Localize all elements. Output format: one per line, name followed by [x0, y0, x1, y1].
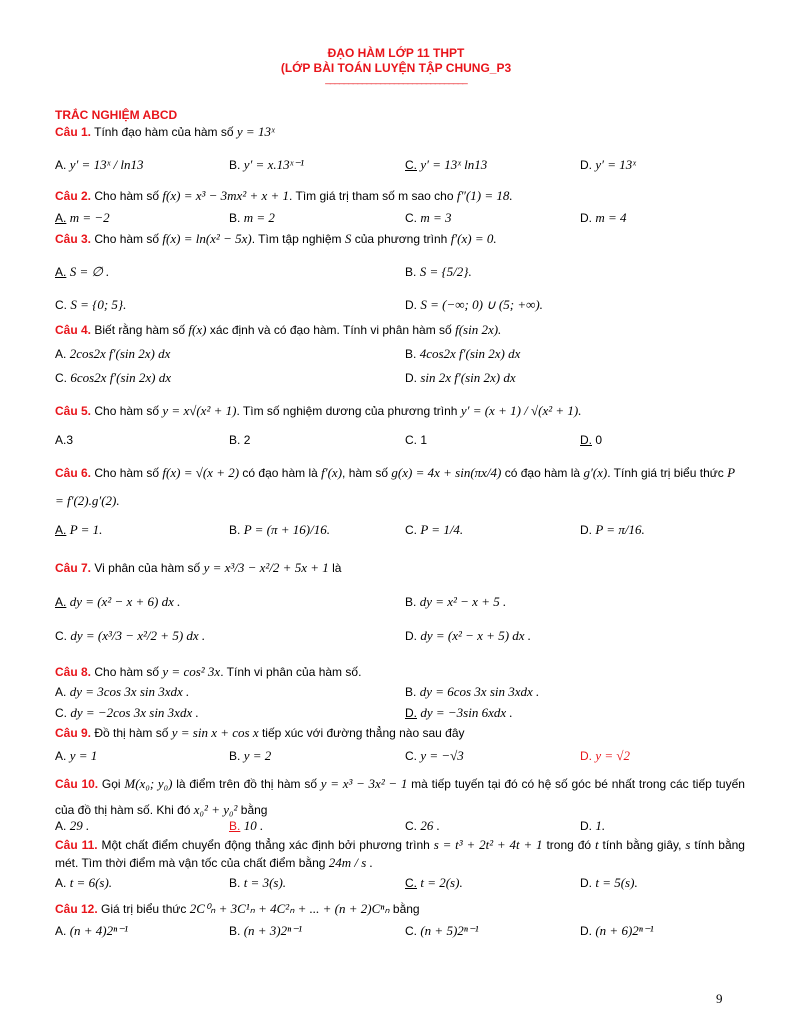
option-d: D. y = √2	[580, 748, 631, 763]
option-d: D. dy = −3sin 6xdx .	[405, 705, 513, 720]
option-a: A. 2cos2x f′(sin 2x) dx	[55, 346, 171, 361]
question-7: Câu 7. Vi phân của hàm số y = x³/3 − x²/2 + 5x + 1 là	[55, 560, 342, 575]
doc-subtitle: (LỚP BÀI TOÁN LUYỆN TẬP CHUNG_P3	[280, 61, 512, 75]
option-d: D. S = (−∞; 0) ∪ (5; +∞).	[405, 297, 543, 312]
option-b: B. 10 .	[229, 818, 264, 833]
question-2: Câu 2. Cho hàm số f(x) = x³ − 3mx² + x + 1. Tìm giá trị tham số m sao cho f″(1) = 18.	[55, 188, 513, 203]
option-c: C. 26 .	[405, 818, 440, 833]
option-a: A. t = 6(s).	[55, 875, 113, 890]
option-d: D. m = 4	[580, 210, 627, 225]
option-c: C. m = 3	[405, 210, 452, 225]
option-c: C. dy = (x³/3 − x²/2 + 5) dx .	[55, 628, 206, 643]
question-8: Câu 8. Cho hàm số y = cos² 3x. Tính vi phân của hàm số.	[55, 664, 362, 679]
option-a: A. (n + 4)2ⁿ⁻¹	[55, 923, 128, 938]
option-a: A.3	[55, 433, 74, 447]
option-b: B. t = 3(s).	[229, 875, 287, 890]
question-6: Câu 6. Cho hàm số f(x) = √(x + 2) có đạo hàm là f′(x), hàm số g(x) = 4x + sin(πx/4) có đạo hàm là g′(x). Tính giá trị biểu thức P = f′(2).g′(2).	[55, 465, 735, 508]
question-11: Câu 11. Một chất điểm chuyển động thẳng xác định bởi phương trình s = t³ + 2t² + 4t + 1 trong đó t tính bằng giây, s tính bằng mét. Tìm thời điểm mà vận tốc của chất điểm bằng 24m / s .	[55, 837, 745, 870]
option-c: C. 1	[405, 433, 428, 447]
option-b: B. y = 2	[229, 748, 272, 763]
option-b: B. dy = x² − x + 5 .	[405, 594, 507, 609]
option-b: B. P = (π + 16)/16.	[229, 522, 330, 537]
option-a: A. dy = (x² − x + 6) dx .	[55, 594, 181, 609]
option-a: A. dy = 3cos 3x sin 3xdx .	[55, 684, 190, 699]
option-a: A. 29 .	[55, 818, 90, 833]
question-9: Câu 9. Đồ thị hàm số y = sin x + cos x tiếp xúc với đường thẳng nào sau đây	[55, 725, 465, 740]
option-b: B. S = {5/2}.	[405, 264, 472, 279]
option-d: D. y′ = 13ˣ	[580, 157, 636, 172]
option-c: C. y = −√3	[405, 748, 464, 763]
page-number: 9	[716, 991, 723, 1006]
doc-title: ĐẠO HÀM LỚP 11 THPT	[327, 46, 465, 60]
option-d: D. 0	[580, 433, 603, 447]
option-b: B. dy = 6cos 3x sin 3xdx .	[405, 684, 540, 699]
section-heading: TRẮC NGHIỆM ABCD	[55, 108, 178, 122]
option-c: C. 6cos2x f′(sin 2x) dx	[55, 370, 172, 385]
option-b: B. (n + 3)2ⁿ⁻¹	[229, 923, 302, 938]
option-a: A. y = 1	[55, 748, 98, 763]
question-math: y = 13ˣ	[236, 124, 275, 139]
option-c: C. P = 1/4.	[405, 522, 464, 537]
question-label: Câu 1.	[55, 125, 92, 139]
option-b: B. m = 2	[229, 210, 275, 225]
question-12: Câu 12. Giá trị biểu thức 2C⁰ₙ + 3C¹ₙ + 4C²ₙ + ... + (n + 2)Cⁿₙ bằng	[55, 901, 420, 916]
option-c: C. t = 2(s).	[405, 875, 463, 890]
option-b: B. 2	[229, 433, 251, 447]
question-3: Câu 3. Cho hàm số f(x) = ln(x² − 5x). Tìm tập nghiệm S của phương trình f′(x) = 0.	[55, 231, 497, 246]
question-4: Câu 4. Biết rằng hàm số f(x) xác định và có đạo hàm. Tính vi phân hàm số f(sin 2x).	[55, 322, 502, 337]
question-10: Câu 10. Gọi M(x₀; y₀) là điểm trên đồ thị hàm số y = x³ − 3x² − 1 mà tiếp tuyến tại đó có hệ số góc bé nhất trong các tiếp tuyến của đồ thị hàm số. Khi đó x₀² + y₀² bằng	[55, 776, 745, 817]
option-b: B. y′ = x.13ˣ⁻¹	[229, 157, 305, 172]
option-d: D. 1.	[580, 818, 606, 833]
question-5: Câu 5. Cho hàm số y = x√(x² + 1). Tìm số nghiệm dương của phương trình y′ = (x + 1) / √(x² + 1).	[55, 403, 582, 418]
option-a: A. S = ∅ .	[55, 264, 110, 279]
option-a: A. P = 1.	[55, 522, 103, 537]
option-d: D. sin 2x f′(sin 2x) dx	[405, 370, 516, 385]
option-c: C. dy = −2cos 3x sin 3xdx .	[55, 705, 199, 720]
option-d: D. dy = (x² − x + 5) dx .	[405, 628, 532, 643]
option-d: D. P = π/16.	[580, 522, 645, 537]
option-a: A. m = −2	[55, 210, 110, 225]
question-1	[55, 124, 745, 140]
option-d: D. (n + 6)2ⁿ⁻¹	[580, 923, 654, 938]
option-c: C. y′ = 13ˣ ln13	[405, 157, 488, 172]
option-c: C. (n + 5)2ⁿ⁻¹	[405, 923, 479, 938]
question-text: Tính đạo hàm của hàm số	[94, 125, 234, 139]
option-c: C. S = {0; 5}.	[55, 297, 127, 312]
option-b: B. 4cos2x f′(sin 2x) dx	[405, 346, 521, 361]
option-a: A. y′ = 13ˣ / ln13	[55, 157, 144, 172]
title-underline: _______________________________	[325, 74, 467, 85]
option-d: D. t = 5(s).	[580, 875, 638, 890]
